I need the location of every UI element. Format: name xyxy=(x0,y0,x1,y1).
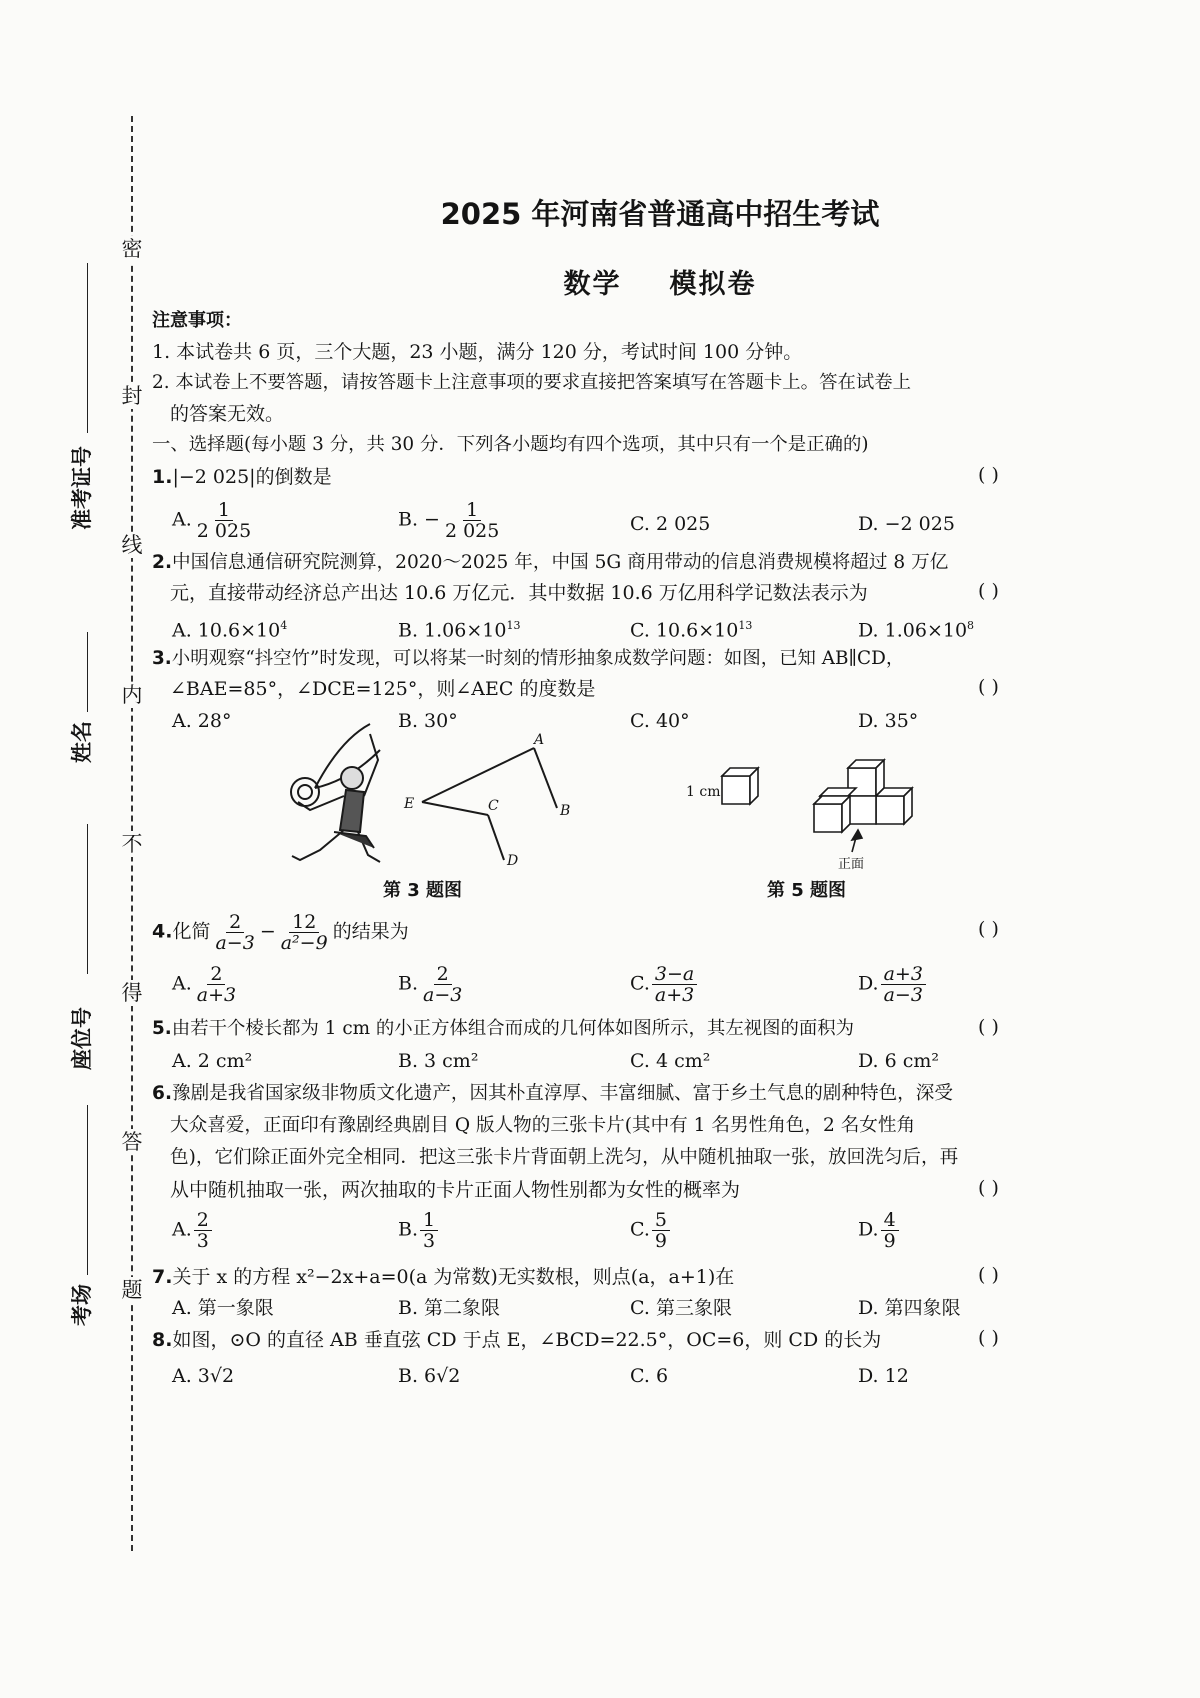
numerator: 1 xyxy=(420,1210,438,1231)
q4-stem xyxy=(152,912,409,953)
segment-cd xyxy=(488,815,504,860)
figure-3-caption: 第 3 题图 xyxy=(383,880,463,901)
q3-number: 3. xyxy=(152,648,172,669)
name-line[interactable] xyxy=(87,632,88,712)
numerator: 2 xyxy=(226,912,244,933)
q4-text: 化简 xyxy=(172,920,211,943)
q2-option-b[interactable] xyxy=(398,612,520,644)
q2-stem xyxy=(152,549,948,577)
seal-char: 线 xyxy=(118,532,146,558)
q5-text: 由若干个棱长都为 1 cm 的小正方体组合而成的几何体如图所示，其左视图的面积为 xyxy=(171,1018,855,1039)
q6-stem xyxy=(152,1080,953,1108)
exam-room-label: 考场 xyxy=(70,1284,94,1326)
q3-stem-cont: ∠BAE=85°，∠DCE=125°，则∠AEC 的度数是 xyxy=(170,678,596,700)
fraction xyxy=(881,964,926,1005)
option-text: D. 1.06×10 xyxy=(858,619,968,642)
exam-room-line[interactable] xyxy=(87,1105,88,1275)
point-c-label: C xyxy=(488,798,499,814)
denominator: a+3 xyxy=(654,984,695,1006)
seat-number-label: 座位号 xyxy=(70,1007,94,1070)
q2-stem-cont: 元，直接带动经济总产出达 10.6 万亿元．其中数据 10.6 万亿用科学记数法表示为 xyxy=(170,582,868,604)
subject: 数学 xyxy=(563,269,622,300)
q1-option-d[interactable]: D. −2 025 xyxy=(858,513,955,535)
segment-ea xyxy=(422,748,534,802)
arm-right xyxy=(364,734,378,796)
numerator: 4 xyxy=(881,1210,899,1231)
segment-ab xyxy=(534,748,557,808)
q3-answer-bracket[interactable]: ( ) xyxy=(978,676,999,698)
q4-option-a[interactable] xyxy=(172,964,241,1005)
cube-face xyxy=(876,796,904,824)
q4-option-c[interactable] xyxy=(630,964,699,1005)
denominator: 2 025 xyxy=(444,520,500,542)
q5-answer-bracket[interactable]: ( ) xyxy=(978,1016,999,1038)
q8-answer-bracket[interactable]: ( ) xyxy=(978,1327,999,1349)
candidate-number-label: 准考证号 xyxy=(70,446,94,530)
denominator: 9 xyxy=(654,1230,667,1252)
fraction xyxy=(652,964,697,1005)
exponent: 13 xyxy=(506,619,521,632)
q7-text: 关于 x 的方程 x²−2x+a=0(a 为常数)无实数根，则点(a，a+1)在 xyxy=(172,1266,735,1288)
fraction xyxy=(420,964,465,1005)
exponent: 13 xyxy=(738,619,753,632)
notice-item-2: 2. 本试卷上不要答题，请按答题卡上注意事项的要求直接把答案填写在答题卡上。答在试卷上 xyxy=(152,372,912,393)
q6-option-c[interactable] xyxy=(630,1210,672,1251)
q8-option-b[interactable]: B. 6√2 xyxy=(398,1365,461,1387)
notice-heading: 注意事项： xyxy=(152,310,242,331)
seal-char: 得 xyxy=(118,980,146,1006)
q7-number: 7. xyxy=(152,1266,173,1288)
cube-face xyxy=(814,804,842,832)
fraction xyxy=(442,500,502,541)
q1-answer-bracket[interactable]: ( ) xyxy=(978,464,999,486)
option-text: B. 1.06×10 xyxy=(398,619,507,642)
q6-option-a[interactable] xyxy=(172,1210,214,1251)
q5-option-d[interactable]: D. 6 cm² xyxy=(858,1050,940,1072)
q6-number: 6. xyxy=(152,1083,173,1104)
seal-char: 题 xyxy=(118,1277,146,1303)
solid-figure xyxy=(814,760,912,832)
seal-char: 封 xyxy=(118,383,146,409)
q5-number: 5. xyxy=(152,1018,172,1039)
denominator: 2 025 xyxy=(196,520,252,542)
fraction xyxy=(194,1210,212,1251)
point-b-label: B xyxy=(560,803,571,819)
exponent: 4 xyxy=(280,619,288,632)
q7-option-b[interactable]: B. 第二象限 xyxy=(398,1297,501,1319)
unit-label: 1 cm xyxy=(686,784,721,800)
q8-option-a[interactable]: A. 3√2 xyxy=(172,1365,235,1387)
cube-face xyxy=(722,776,750,804)
seal-char: 密 xyxy=(118,236,146,262)
numerator: 2 xyxy=(207,964,225,985)
q6-stem-line4: 从中随机抽取一张，两次抽取的卡片正面人物性别都为女性的概率为 xyxy=(170,1179,741,1201)
seal-char: 不 xyxy=(118,831,146,857)
name-label: 姓名 xyxy=(70,721,94,763)
q3-text: 小明观察“抖空竹”时发现，可以将某一时刻的情形抽象成数学问题：如图，已知 AB∥CD， xyxy=(171,648,905,669)
segment-ec xyxy=(422,802,488,815)
option-label: D. xyxy=(858,972,879,995)
front-label: 正面 xyxy=(838,857,865,872)
q2-text: 中国信息通信研究院测算，2020～2025 年，中国 5G 商用带动的信息消费规模将超过 8 万亿 xyxy=(172,552,949,573)
numerator: 2 xyxy=(434,964,452,985)
exponent: 8 xyxy=(967,619,975,632)
paper-type: 模拟卷 xyxy=(669,269,757,300)
q7-option-a[interactable]: A. 第一象限 xyxy=(172,1297,274,1319)
denominator: 3 xyxy=(196,1230,209,1252)
notice-item-2-cont: 的答案无效。 xyxy=(170,403,285,425)
numerator: 1 xyxy=(215,500,233,521)
q4-option-d[interactable] xyxy=(858,964,928,1005)
fraction xyxy=(881,1210,899,1251)
q8-text: 如图，⊙O 的直径 AB 垂直弦 CD 于点 E，∠BCD=22.5°，OC=6，则 CD 的长为 xyxy=(172,1329,882,1351)
q6-option-d[interactable] xyxy=(858,1210,901,1251)
denominator: 9 xyxy=(883,1230,896,1252)
q1-number: 1. xyxy=(152,466,173,488)
q8-number: 8. xyxy=(152,1329,173,1351)
denominator: a−3 xyxy=(215,932,255,954)
arrow-head xyxy=(852,830,862,840)
q8-option-d[interactable]: D. 12 xyxy=(858,1365,909,1387)
point-a-label: A xyxy=(534,732,545,748)
diabolo xyxy=(291,778,319,806)
q4-number: 4. xyxy=(152,920,173,943)
q1-stem xyxy=(152,463,332,491)
q3-option-b[interactable]: B. 30° xyxy=(398,710,458,732)
figure-5-caption: 第 5 题图 xyxy=(767,880,847,901)
diabolo-inner xyxy=(298,785,312,799)
q2-answer-bracket[interactable]: ( ) xyxy=(978,580,999,602)
q5-option-b[interactable]: B. 3 cm² xyxy=(398,1050,479,1072)
numerator: 12 xyxy=(289,912,319,933)
denominator: a²−9 xyxy=(280,932,328,954)
q7-option-c[interactable]: C. 第三象限 xyxy=(630,1297,732,1319)
option-label: B. xyxy=(398,972,419,995)
q6-answer-bracket[interactable]: ( ) xyxy=(978,1177,999,1199)
q6-option-b[interactable] xyxy=(398,1210,440,1251)
seal-char: 内 xyxy=(118,682,146,708)
q5-option-a[interactable]: A. 2 cm² xyxy=(172,1050,253,1072)
option-label: A. xyxy=(172,972,192,995)
option-label: B. − xyxy=(398,508,440,531)
q7-answer-bracket[interactable]: ( ) xyxy=(978,1264,999,1286)
seal-char: 答 xyxy=(118,1129,146,1155)
option-label: A. xyxy=(172,508,192,531)
numerator: 3−a xyxy=(652,964,697,985)
q2-number: 2. xyxy=(152,552,173,573)
fraction xyxy=(278,912,331,953)
fraction xyxy=(420,1210,438,1251)
q1-option-c[interactable]: C. 2 025 xyxy=(630,513,711,535)
numerator: 5 xyxy=(652,1210,670,1231)
numerator: 2 xyxy=(194,1210,212,1231)
q1-text: |−2 025|的倒数是 xyxy=(172,466,332,488)
figure-5 xyxy=(680,740,940,875)
q6-text: 豫剧是我省国家级非物质文化遗产，因其朴直淳厚、丰富细腻、富于乡土气息的剧种特色，深受 xyxy=(172,1083,953,1104)
seat-number-line[interactable] xyxy=(87,824,88,974)
q6-stem-line2: 大众喜爱，正面印有豫剧经典剧目 Q 版人物的三张卡片(其中有 1 名男性角色，2 名女性角 xyxy=(170,1115,916,1136)
q4-answer-bracket[interactable]: ( ) xyxy=(978,918,999,940)
fraction xyxy=(652,1210,670,1251)
q8-stem xyxy=(152,1326,881,1354)
diabolo-player-illustration xyxy=(291,724,380,862)
q2-option-d[interactable] xyxy=(858,612,974,644)
numerator: a+3 xyxy=(881,964,926,985)
exam-subtitle xyxy=(0,262,1200,301)
q1-option-a[interactable] xyxy=(172,500,256,541)
option-label: A. xyxy=(172,1218,192,1241)
minus-sign: − xyxy=(259,920,276,943)
option-label: C. xyxy=(630,1218,650,1241)
section-heading: 一、选择题(每小题 3 分，共 30 分．下列各小题均有四个选项，其中只有一个是正确的) xyxy=(152,434,869,455)
denominator: 3 xyxy=(423,1230,436,1252)
leg-left xyxy=(292,830,344,860)
figure-3 xyxy=(270,720,600,900)
denominator: a−3 xyxy=(423,984,463,1006)
q5-option-c[interactable]: C. 4 cm² xyxy=(630,1050,711,1072)
option-text: A. 10.6×10 xyxy=(172,619,281,642)
denominator: a−3 xyxy=(883,984,923,1006)
q3-option-c[interactable]: C. 40° xyxy=(630,710,690,732)
denominator: a+3 xyxy=(196,984,237,1006)
q1-option-b[interactable] xyxy=(398,500,504,541)
q3-option-a[interactable]: A. 28° xyxy=(172,710,232,732)
q8-option-c[interactable]: C. 6 xyxy=(630,1365,669,1387)
point-d-label: D xyxy=(507,853,519,869)
unit-cube xyxy=(722,768,758,804)
fraction xyxy=(194,500,254,541)
option-label: C. xyxy=(630,972,650,995)
q7-option-d[interactable]: D. 第四象限 xyxy=(858,1297,961,1319)
point-e-label: E xyxy=(404,796,415,812)
q5-stem xyxy=(152,1015,854,1043)
q2-option-a[interactable] xyxy=(172,612,287,644)
notice-item-1: 1. 本试卷共 6 页，三个大题，23 小题，满分 120 分，考试时间 100 分钟。 xyxy=(152,341,803,363)
q7-stem xyxy=(152,1263,734,1291)
q3-option-d[interactable]: D. 35° xyxy=(858,710,919,732)
head xyxy=(341,767,363,789)
q4-option-b[interactable] xyxy=(398,964,467,1005)
exam-title: 2025 年河南省普通高中招生考试 xyxy=(440,197,880,231)
numerator: 1 xyxy=(463,500,481,521)
q4-text-end: 的结果为 xyxy=(332,920,409,943)
fraction xyxy=(212,912,257,953)
q2-option-c[interactable] xyxy=(630,612,752,644)
option-label: B. xyxy=(398,1218,419,1241)
fraction xyxy=(194,964,239,1005)
option-text: C. 10.6×10 xyxy=(630,619,739,642)
q3-stem xyxy=(152,645,904,673)
option-label: D. xyxy=(858,1218,879,1241)
cube-face xyxy=(848,796,876,824)
q6-stem-line3: 色)，它们除正面外完全相同．把这三张卡片背面朝上洗匀，从中随机抽取一张，放回洗匀后，再 xyxy=(170,1147,959,1168)
